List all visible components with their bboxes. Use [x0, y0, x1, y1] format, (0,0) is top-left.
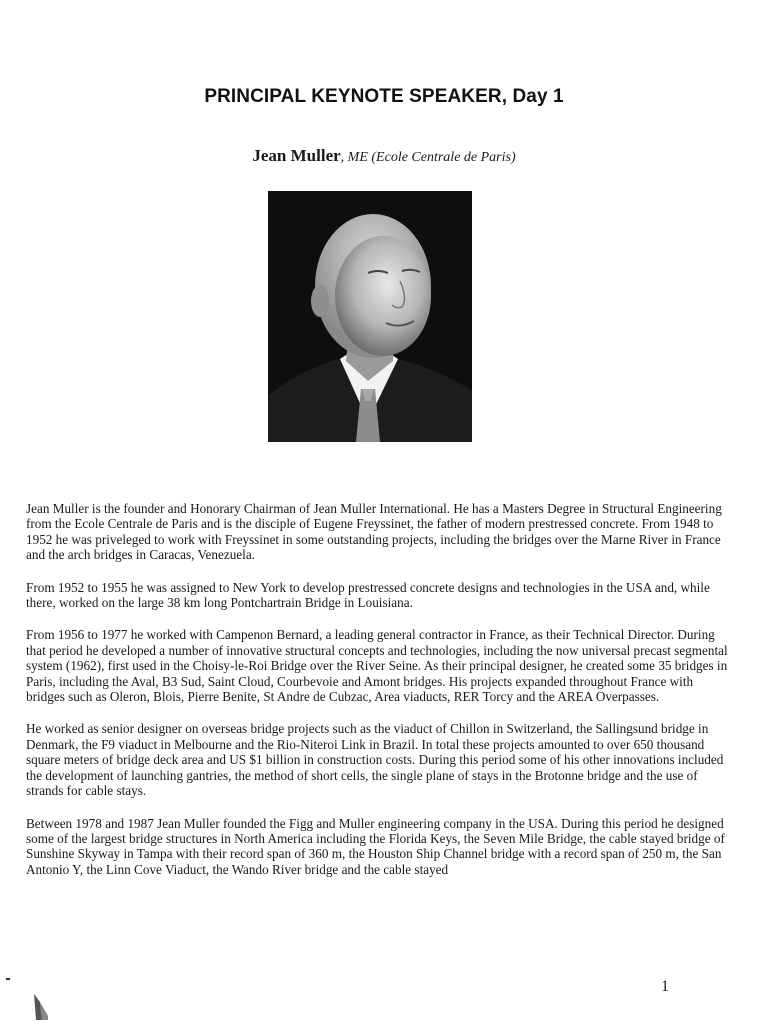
speaker-heading: [0, 146, 768, 166]
bio-paragraph: Jean Muller is the founder and Honorary Chairman of Jean Muller International. He has a Masters Degree in Structural Engineering from the Ecole Centrale de Paris and is the disciple of Eugene Freyssinet, the father of modern prestressed concrete. From 1948 to 1952 he was priveleged to work with Freyssinet in some outstanding projects, including the bridges over the Marne River in France and the arch bridges in Caracas, Venezuela.: [26, 501, 722, 563]
scan-mark: [6, 978, 10, 980]
speaker-name: Jean Muller: [252, 146, 341, 165]
portrait-image: [268, 191, 472, 442]
speaker-credentials: , ME (Ecole Centrale de Paris): [340, 150, 516, 165]
bio-paragraph: He worked as senior designer on overseas bridge projects such as the viaduct of Chillon in Switzerland, the Sallingsund bridge in Denmark, the F9 viaduct in Melbourne and the Rio-Niteroi Link in Brazil. In total these projects amounted to over 650 thousand square meters of bridge deck area and US $1 billion in construction costs. During this period some of his other innovations included the development of launching gantries, the method of short cells, the single plane of stays in the Brotonne bridge and the use of strands for cable stays.: [26, 721, 724, 799]
biography: [26, 501, 734, 894]
bio-paragraph: From 1956 to 1977 he worked with Campenon Bernard, a leading general contractor in France, as their Technical Director. During that period he developed a number of innovative structural concepts and technologies, including the now universal precast segmental system (1962), first used in the Choisy-le-Roi Bridge over the River Seine. As their principal designer, he created some 35 bridges in Paris, including the Aval, B3 Sud, Saint Cloud, Courbevoie and Amont bridges. His projects expanded throughout France with bridges such as Oleron, Blois, Pierre Benite, St Andre de Cubzac, Area viaducts, RER Torcy and the AREA Overpasses.: [26, 627, 728, 705]
corner-scan-mark: [32, 992, 50, 1022]
bio-paragraph: Between 1978 and 1987 Jean Muller founded the Figg and Muller engineering company in the USA. During this period he designed some of the largest bridge structures in North America including the Florida Keys, the Seven Mile Bridge, the cable stayed bridge of Sunshine Skyway in Tampa with their record span of 360 m, the Houston Ship Channel bridge with a record span of 250 m, the San Antonio Y, the Linn Cove Viaduct, the Wando River bridge and the cable stayed: [26, 815, 725, 877]
bio-paragraph: From 1952 to 1955 he was assigned to New York to develop prestressed concrete designs and technologies in the USA and, while there, worked on the large 38 km long Pontchartrain Bridge in Louisiana.: [26, 579, 710, 611]
page-title: PRINCIPAL KEYNOTE SPEAKER, Day 1: [204, 86, 564, 107]
speaker-portrait: [268, 191, 472, 442]
page-number: 1: [661, 978, 669, 995]
